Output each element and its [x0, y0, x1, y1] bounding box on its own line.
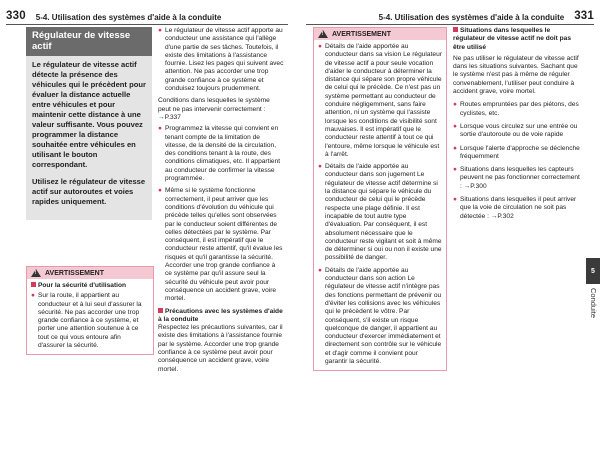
situation-item: Lorsque l'alerte d'approche se déclenche fréquemment [460, 144, 580, 160]
paragraph-assist: Le régulateur de vitesse actif apporte au conducteur une assistance qui l'allège d'une partie de ses tâches. Toutefois, il existe des limitations à l'assistance fournie. Lisez les pages qui suivent avec attention. Ne pas accorder une trop grande confiance à ce système et conduisez toujours prudemment. [165, 27, 284, 93]
chapter-tab[interactable]: 5 [586, 258, 600, 284]
warning-title: AVERTISSEMENT [45, 269, 104, 277]
bullet-icon: ● [453, 166, 457, 174]
bullet-icon: ● [31, 292, 35, 300]
square-bullet-icon [31, 282, 36, 287]
square-bullet-icon [453, 27, 458, 32]
intro-box-title: Régulateur de vitesse actif [26, 27, 152, 56]
left-header-title: 5-4. Utilisation des systèmes d'aide à la conduite [35, 13, 222, 22]
bullet-icon: ● [158, 187, 162, 195]
warning-icon [318, 30, 328, 38]
right-page-number: 331 [574, 10, 594, 22]
intro-paragraph: Le régulateur de vitesse actif détecte la présence des véhicules qui le précèdent pour évaluer la distance actuelle entre véhicules et pour maintenir cette distance à une valeur suffisante. Vous pouvez programmer la distance souhaitée entre véhicules en utilisant le bouton correspondant. [32, 60, 146, 169]
bullet-icon: ● [453, 144, 457, 152]
intro-paragraph-2: Utilisez le régulateur de vitesse actif sur autoroutes et voies rapides uniquement. [32, 177, 146, 206]
warning-text: Sur la route, il appartient au conducteur et à lui seul d'assurer la sécurité. Ne pas accorder une trop grande confiance à ce système, et porter une attention soutenue à ce tout ce qui vous entoure afin d'assurer la sécurité. [38, 292, 142, 350]
situation-item: Situations dans lesquelles il peut arriver que la voie de circulation ne soit pas détectée : →P.302 [460, 196, 577, 220]
paragraph-speed: Programmez la vitesse qui convient en tenant compte de la limitation de vitesse, de la densité de la circulation, des conditions tenant à la route, des conditions climatiques, etc. Il appartient au conducteur de confirmer la vitesse programmée. [165, 125, 281, 183]
bullet-icon: ● [453, 101, 457, 109]
right-header-title: 5-4. Utilisation des systèmes d'aide à la conduite [378, 13, 565, 22]
column-4 [453, 27, 581, 221]
paragraph-detection: Même si le système fonctionne correctement, il peut arriver que les conditions d'évolution du véhicule qui précède telles qu'elles sont observées par le conducteur soient différentes de celles détectées par le système. Par conséquent, il est impératif que le conducteur reste attentif, qu'il évalue les risques et qu'il garantisse la sécurité. Accorder une trop grande confiance à ce système par qu'il assure seul la sécurité du véhicule peut avoir pour conséquence un accident grave, voire mortel. [165, 187, 283, 303]
bullet-icon: ● [453, 122, 457, 130]
subheading-precautions: Précautions avec les systèmes d'aide à la conduite [158, 307, 283, 323]
left-page-number: 330 [6, 10, 26, 22]
column-2 [158, 27, 284, 377]
bullet-icon: ● [318, 266, 322, 274]
warning-box-left [26, 266, 154, 355]
warning-subheading: Pour la sécurité d'utilisation [31, 282, 149, 290]
paragraph-situations: Ne pas utiliser le régulateur de vitesse actif dans les situations suivantes. Sachant que le système n'est pas à même de réguler convenablement, l'utiliser peut conduire à accident grave, voire mortel. [453, 54, 579, 96]
bullet-icon: ● [318, 43, 322, 50]
paragraph-precautions: Respectez les précautions suivantes, car il existe des limitations à l'assistance fournie par le système. Accorder une trop grande confiance à ce système peut avoir pour conséquence un accident grave, voire mortel. [158, 324, 283, 373]
situation-item: Routes empruntées par des piétons, des cyclistes, etc. [460, 101, 579, 117]
bullet-icon: ● [158, 27, 162, 34]
intro-box [26, 27, 152, 220]
chapter-label: Conduite [589, 288, 598, 319]
paragraph-judgement: Détails de l'aide apportée au conducteur dans son jugement Le régulateur de vitesse actif détermine si la distance qui sépare le véhicule du conducteur de celui qui le précède respecte une plage définie. Il est incapable de tout autre type d'évaluation. Par conséquent, il est absolument nécessaire que le conducteur reste vigilant et soit à même de déterminer si oui ou non il existe une possibilité de danger. [325, 163, 442, 262]
right-header [306, 6, 594, 25]
bullet-icon: ● [318, 163, 322, 171]
situation-item: Situations dans lesquelles les capteurs peuvent ne pas fonctionner correctement : →P.300 [460, 166, 580, 190]
bullet-icon: ● [158, 125, 162, 133]
paragraph-conditions: Conditions dans lesquelles le système peut ne pas intervenir correctement : →P.337 [158, 97, 270, 121]
paragraph-vision: Détails de l'aide apportée au conducteur dans sa vision Le régulateur de vitesse actif a pour seule vocation d'aider le conducteur à déterminer la distance qui sépare son propre véhicule de celui qui le précède. Ce n'est pas un système permettant au conducteur de conduire négligemment, sans faire attention, ni un système qui l'assiste lorsque les conditions de visibilité sont mauvaises. Il est impératif que le conducteur reste attentif à tout ce qui l'entoure, même lorsque le véhicule est à l'arrêt. [325, 43, 442, 158]
paragraph-action: Détails de l'aide apportée au conducteur dans son action Le régulateur de vitesse actif n'intègre pas des fonctions permettant de prévenir ou d'éviter les collisions avec les véhicules qui le précèdent le vôtre. Par conséquent, s'il existe un risque quelconque de danger, il appartient au conducteur d'exercer immédiatement et directement son contrôle sur le véhicule et d'agir comme il convient pour garantir la sécurité. [325, 266, 442, 365]
warning-title: AVERTISSEMENT [332, 30, 391, 38]
warning-box-right [313, 27, 447, 371]
bullet-icon: ● [453, 196, 457, 204]
left-header [6, 6, 288, 25]
warning-icon [31, 269, 41, 277]
square-bullet-icon [158, 308, 163, 313]
subheading-situations: Situations dans lesquelles le régulateur de vitesse actif ne doit pas être utilisé [453, 27, 571, 51]
situation-item: Lorsque vous circulez sur une entrée ou sortie d'autoroute ou de voie rapide [460, 122, 578, 139]
